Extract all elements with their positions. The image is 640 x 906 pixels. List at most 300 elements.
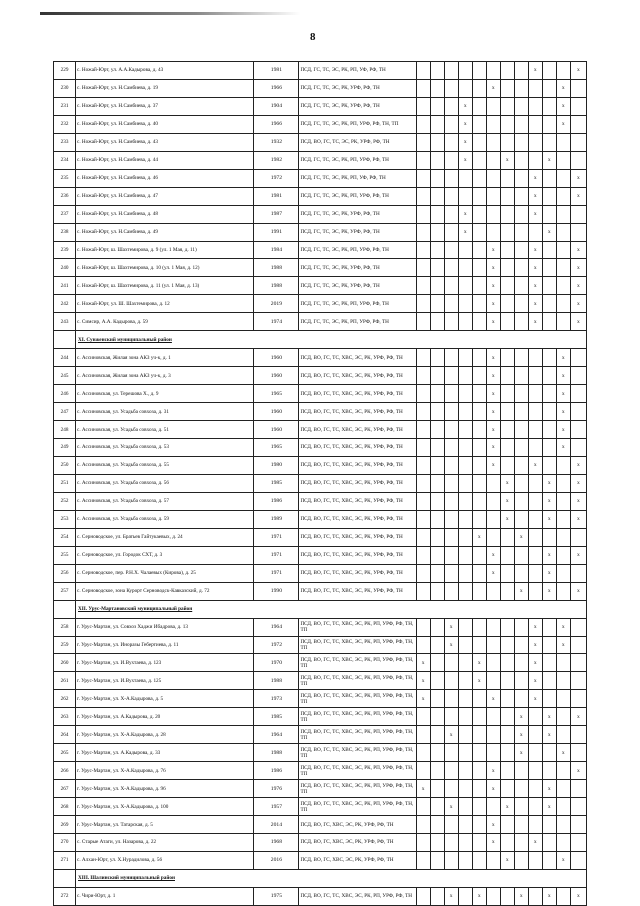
schedule-mark-cell (528, 798, 542, 816)
table-row (54, 690, 587, 708)
schedule-mark-cell: x (486, 295, 500, 313)
schedule-mark-cell: x (528, 62, 542, 80)
works-cell: ПСД, ГС, ТС, ЭС, РК, РП, УРФ, РФ, ТН (299, 313, 416, 331)
schedule-mark-cell (458, 744, 472, 762)
year-cell: 1968 (254, 833, 299, 851)
year-cell: 1960 (254, 403, 299, 421)
works-cell: ПСД, ГС, ТС, ЭС, РК, РП, УРФ, РФ, ТН, ТП (299, 115, 416, 133)
schedule-mark-cell (458, 510, 472, 528)
row-number: 252 (54, 492, 76, 510)
schedule-mark-cell: x (528, 205, 542, 223)
row-number: 272 (54, 887, 76, 905)
schedule-mark-cell: x (444, 798, 458, 816)
year-cell: 1984 (254, 241, 299, 259)
schedule-mark-cell (430, 439, 444, 457)
year-cell: 1971 (254, 528, 299, 546)
works-cell: ПСД, ВО, ГС, ХВС, ЭС, РК, УРФ, РФ, ТН (299, 851, 416, 869)
schedule-mark-cell (528, 367, 542, 385)
schedule-mark-cell (430, 618, 444, 636)
schedule-mark-cell (570, 79, 586, 97)
schedule-mark-cell: x (486, 690, 500, 708)
schedule-mark-cell (514, 833, 528, 851)
address-cell: с. Ножай-Юрт, ул. Н.Самбиева, д. 46 (76, 169, 254, 187)
schedule-mark-cell (458, 708, 472, 726)
address-cell: с. Ассиновская, ул. Усадьба совхоза, д. 51 (76, 421, 254, 439)
schedule-mark-cell (556, 259, 570, 277)
schedule-mark-cell (430, 780, 444, 798)
schedule-mark-cell (486, 169, 500, 187)
schedule-mark-cell (570, 780, 586, 798)
schedule-mark-cell: x (444, 618, 458, 636)
schedule-mark-cell: x (416, 690, 430, 708)
schedule-mark-cell (514, 349, 528, 367)
schedule-mark-cell (542, 277, 556, 295)
schedule-mark-cell (472, 133, 486, 151)
schedule-mark-cell (430, 474, 444, 492)
works-cell: ПСД, ВО, ГС, ТС, ХВС, ЭС, РК, РП, УРФ, РФ, ТН, ТП (299, 744, 416, 762)
schedule-mark-cell: x (472, 672, 486, 690)
schedule-mark-cell (416, 421, 430, 439)
schedule-mark-cell (528, 851, 542, 869)
schedule-mark-cell (556, 510, 570, 528)
schedule-mark-cell: x (514, 726, 528, 744)
schedule-mark-cell (514, 439, 528, 457)
table-row (54, 115, 587, 133)
works-cell: ПСД, ВО, ГС, ТС, ЭС, РК, УРФ, РФ, ТН (299, 133, 416, 151)
row-number: 258 (54, 618, 76, 636)
address-cell: с. Ассиновская, Жилая зона АКЗ уч-к, д. 3 (76, 367, 254, 385)
schedule-mark-cell (472, 690, 486, 708)
schedule-mark-cell (542, 528, 556, 546)
schedule-mark-cell (486, 618, 500, 636)
works-cell: ПСД, ГС, ТС, ЭС, РК, РП, УРФ, РФ, ТН (299, 151, 416, 169)
schedule-mark-cell (486, 672, 500, 690)
works-cell: ПСД, ВО, ГС, ТС, ХВС, ЭС, РК, УРФ, РФ, ТН (299, 582, 416, 600)
schedule-mark-cell (486, 851, 500, 869)
works-cell: ПСД, ВО, ГС, ТС, ХВС, ЭС, РК, РП, УРФ, РФ, ТН, ТП (299, 726, 416, 744)
schedule-mark-cell: x (486, 439, 500, 457)
schedule-mark-cell (514, 79, 528, 97)
schedule-mark-cell (500, 564, 514, 582)
schedule-mark-cell (416, 385, 430, 403)
row-number: 259 (54, 636, 76, 654)
year-cell: 1985 (254, 474, 299, 492)
schedule-mark-cell (472, 349, 486, 367)
schedule-mark-cell (430, 708, 444, 726)
schedule-mark-cell (430, 546, 444, 564)
schedule-mark-cell (542, 115, 556, 133)
schedule-mark-cell (556, 780, 570, 798)
schedule-mark-cell (514, 672, 528, 690)
schedule-mark-cell (514, 151, 528, 169)
schedule-mark-cell: x (570, 474, 586, 492)
address-cell: с. Ножай-Юрт, ул. Н.Самбиева, д. 19 (76, 79, 254, 97)
schedule-mark-cell (444, 151, 458, 169)
schedule-mark-cell: x (556, 851, 570, 869)
address-cell: с. Ассиновская, ул. Усадьба совхоза, д. 55 (76, 456, 254, 474)
schedule-mark-cell (458, 798, 472, 816)
table-row (54, 277, 587, 295)
schedule-mark-cell (458, 762, 472, 780)
schedule-mark-cell (416, 564, 430, 582)
address-cell: г. Урус-Мартан, ул. А.Кадырова, д. 20 (76, 708, 254, 726)
table-row (54, 833, 587, 851)
year-cell: 1986 (254, 762, 299, 780)
address-cell: с. Ассиновская, ул. Усадьба совхоза, д. 53 (76, 439, 254, 457)
schedule-mark-cell (542, 672, 556, 690)
schedule-mark-cell (430, 564, 444, 582)
schedule-mark-cell (556, 887, 570, 905)
schedule-mark-cell: x (528, 313, 542, 331)
works-cell: ПСД, ГС, ТС, ЭС, РК, УРФ, РФ, ТН (299, 277, 416, 295)
schedule-mark-cell (416, 115, 430, 133)
schedule-mark-cell (570, 816, 586, 834)
schedule-mark-cell: x (542, 492, 556, 510)
schedule-mark-cell: x (528, 241, 542, 259)
schedule-mark-cell: x (570, 62, 586, 80)
schedule-mark-cell: x (556, 439, 570, 457)
year-cell: 1988 (254, 277, 299, 295)
schedule-mark-cell (444, 223, 458, 241)
row-number: 265 (54, 744, 76, 762)
schedule-mark-cell (500, 133, 514, 151)
schedule-mark-cell (430, 367, 444, 385)
schedule-mark-cell (486, 151, 500, 169)
schedule-mark-cell (542, 421, 556, 439)
schedule-mark-cell (430, 133, 444, 151)
schedule-mark-cell (472, 313, 486, 331)
schedule-mark-cell (430, 169, 444, 187)
schedule-mark-cell (472, 115, 486, 133)
works-cell: ПСД, ВО, ГС, ТС, ХВС, ЭС, РК, УРФ, РФ, ТН (299, 421, 416, 439)
address-cell: с. Ножай-Юрт, ул. А.А.Кадырова, д. 43 (76, 62, 254, 80)
schedule-mark-cell (500, 672, 514, 690)
schedule-mark-cell (444, 79, 458, 97)
year-cell: 1985 (254, 708, 299, 726)
schedule-mark-cell (556, 241, 570, 259)
schedule-mark-cell (556, 708, 570, 726)
row-number: 229 (54, 62, 76, 80)
table-row (54, 403, 587, 421)
row-number: 270 (54, 833, 76, 851)
schedule-mark-cell (556, 528, 570, 546)
scan-artifact (40, 12, 300, 15)
year-cell: 1964 (254, 618, 299, 636)
schedule-mark-cell (514, 115, 528, 133)
schedule-mark-cell (458, 421, 472, 439)
schedule-mark-cell (514, 187, 528, 205)
schedule-mark-cell: x (486, 403, 500, 421)
year-cell: 1904 (254, 97, 299, 115)
table-row (54, 726, 587, 744)
schedule-mark-cell (556, 456, 570, 474)
year-cell: 1988 (254, 744, 299, 762)
row-number: 237 (54, 205, 76, 223)
schedule-mark-cell (528, 421, 542, 439)
schedule-mark-cell (500, 439, 514, 457)
schedule-mark-cell (542, 367, 556, 385)
section-title: XII. Урус-Мартановский муниципальный район (76, 600, 587, 618)
schedule-mark-cell (458, 654, 472, 672)
works-cell: ПСД, ВО, ГС, ТС, ХВС, ЭС, РК, РП, УРФ, РФ, ТН, ТП (299, 690, 416, 708)
schedule-mark-cell (444, 421, 458, 439)
schedule-mark-cell (458, 726, 472, 744)
year-cell: 1988 (254, 672, 299, 690)
year-cell: 1960 (254, 367, 299, 385)
address-cell: с. Серноводское, пер. Р.Н.Х. Чалаевых (Кирова), д. 25 (76, 564, 254, 582)
row-number: 235 (54, 169, 76, 187)
works-cell: ПСД, ВО, ГС, ТС, ХВС, ЭС, РК, РП, УРФ, РФ, ТН, ТП (299, 798, 416, 816)
schedule-mark-cell (528, 582, 542, 600)
schedule-mark-cell (486, 726, 500, 744)
schedule-mark-cell: x (528, 654, 542, 672)
table-row (54, 618, 587, 636)
schedule-mark-cell (416, 241, 430, 259)
schedule-mark-cell (500, 403, 514, 421)
schedule-mark-cell (430, 205, 444, 223)
row-number: 249 (54, 439, 76, 457)
row-number: 246 (54, 385, 76, 403)
row-number: 254 (54, 528, 76, 546)
schedule-mark-cell (500, 187, 514, 205)
schedule-mark-cell (570, 636, 586, 654)
address-cell: г. Урус-Мартан, ул. Совхоз Хаджи Ибадрова, д. 13 (76, 618, 254, 636)
schedule-mark-cell (430, 421, 444, 439)
schedule-mark-cell: x (570, 241, 586, 259)
table-row (54, 708, 587, 726)
row-number: 231 (54, 97, 76, 115)
schedule-mark-cell (500, 97, 514, 115)
schedule-mark-cell: x (570, 313, 586, 331)
table-row (54, 62, 587, 80)
schedule-mark-cell (444, 115, 458, 133)
address-cell: г. Урус-Мартан, ул. И.Вухтаева, д. 125 (76, 672, 254, 690)
year-cell: 1965 (254, 385, 299, 403)
schedule-mark-cell (444, 816, 458, 834)
schedule-mark-cell (416, 187, 430, 205)
schedule-mark-cell (514, 133, 528, 151)
schedule-mark-cell (458, 439, 472, 457)
schedule-mark-cell (472, 510, 486, 528)
schedule-mark-cell: x (570, 582, 586, 600)
schedule-mark-cell (444, 403, 458, 421)
schedule-mark-cell (444, 654, 458, 672)
schedule-mark-cell (556, 277, 570, 295)
schedule-mark-cell (528, 474, 542, 492)
schedule-mark-cell (416, 259, 430, 277)
schedule-mark-cell (458, 582, 472, 600)
year-cell: 1976 (254, 780, 299, 798)
schedule-mark-cell (556, 564, 570, 582)
schedule-mark-cell (416, 169, 430, 187)
schedule-mark-cell (500, 456, 514, 474)
schedule-mark-cell (542, 654, 556, 672)
address-cell: с. Ножай-Юрт, ул. Н.Самбиева, д. 40 (76, 115, 254, 133)
repair-schedule-table (53, 61, 587, 906)
schedule-mark-cell (416, 833, 430, 851)
works-cell: ПСД, ВО, ГС, ХВС, ЭС, РК, УРФ, РФ, ТН (299, 816, 416, 834)
schedule-mark-cell (472, 851, 486, 869)
schedule-mark-cell (500, 780, 514, 798)
schedule-mark-cell (458, 528, 472, 546)
schedule-mark-cell (444, 780, 458, 798)
row-number: 264 (54, 726, 76, 744)
works-cell: ПСД, ВО, ГС, ТС, ХВС, ЭС, РК, УРФ, РФ, ТН (299, 403, 416, 421)
works-cell: ПСД, ВО, ГС, ТС, ХВС, ЭС, РК, УРФ, РФ, ТН (299, 564, 416, 582)
schedule-mark-cell (542, 385, 556, 403)
schedule-mark-cell (458, 367, 472, 385)
row-number: 268 (54, 798, 76, 816)
schedule-mark-cell (528, 97, 542, 115)
year-cell: 2019 (254, 295, 299, 313)
schedule-mark-cell (472, 726, 486, 744)
schedule-mark-cell (514, 385, 528, 403)
address-cell: с. Серноводское, ул. Городок СХТ, д. 3 (76, 546, 254, 564)
schedule-mark-cell: x (514, 528, 528, 546)
schedule-mark-cell (556, 205, 570, 223)
table-row (54, 492, 587, 510)
schedule-mark-cell (500, 546, 514, 564)
schedule-mark-cell (416, 456, 430, 474)
schedule-mark-cell (458, 564, 472, 582)
schedule-mark-cell: x (486, 385, 500, 403)
schedule-mark-cell: x (486, 456, 500, 474)
schedule-mark-cell: x (500, 798, 514, 816)
schedule-mark-cell (416, 277, 430, 295)
section-header-row (54, 600, 587, 618)
schedule-mark-cell: x (472, 528, 486, 546)
table-row (54, 205, 587, 223)
schedule-mark-cell (528, 79, 542, 97)
schedule-mark-cell (528, 816, 542, 834)
works-cell: ПСД, ГС, ТС, ЭС, РК, РП, УРФ, РФ, ТН (299, 295, 416, 313)
schedule-mark-cell (444, 277, 458, 295)
schedule-mark-cell: x (486, 349, 500, 367)
row-number: 241 (54, 277, 76, 295)
schedule-mark-cell (416, 62, 430, 80)
schedule-mark-cell (430, 582, 444, 600)
schedule-mark-cell (500, 169, 514, 187)
year-cell: 1966 (254, 79, 299, 97)
schedule-mark-cell (416, 510, 430, 528)
schedule-mark-cell (528, 546, 542, 564)
schedule-mark-cell (528, 439, 542, 457)
row-number: 242 (54, 295, 76, 313)
works-cell: ПСД, ВО, ГС, ТС, ХВС, ЭС, РК, УРФ, РФ, ТН (299, 349, 416, 367)
schedule-mark-cell (430, 528, 444, 546)
works-cell: ПСД, ВО, ГС, ХВС, ЭС, РК, УРФ, РФ, ТН (299, 833, 416, 851)
schedule-mark-cell: x (570, 708, 586, 726)
table-row (54, 456, 587, 474)
schedule-mark-cell: x (556, 79, 570, 97)
schedule-mark-cell: x (528, 833, 542, 851)
row-number: 233 (54, 133, 76, 151)
table-row (54, 798, 587, 816)
schedule-mark-cell (472, 62, 486, 80)
schedule-mark-cell: x (486, 546, 500, 564)
year-cell: 1974 (254, 313, 299, 331)
schedule-mark-cell (416, 439, 430, 457)
works-cell: ПСД, ВО, ГС, ТС, ХВС, ЭС, РК, РП, УРФ, РФ, ТН, ТП (299, 636, 416, 654)
schedule-mark-cell (458, 780, 472, 798)
schedule-mark-cell (416, 636, 430, 654)
schedule-mark-cell (500, 205, 514, 223)
schedule-mark-cell: x (458, 97, 472, 115)
schedule-mark-cell (430, 887, 444, 905)
schedule-mark-cell: x (542, 151, 556, 169)
schedule-mark-cell (472, 456, 486, 474)
schedule-mark-cell (472, 241, 486, 259)
schedule-mark-cell (458, 62, 472, 80)
schedule-mark-cell (430, 385, 444, 403)
schedule-mark-cell (556, 169, 570, 187)
table-row (54, 744, 587, 762)
schedule-mark-cell (500, 833, 514, 851)
schedule-mark-cell (486, 133, 500, 151)
address-cell: с. Алхан-Юрт, ул. Х.Нурадилова, д. 56 (76, 851, 254, 869)
schedule-mark-cell (556, 816, 570, 834)
schedule-mark-cell: x (542, 474, 556, 492)
schedule-mark-cell (430, 115, 444, 133)
schedule-mark-cell (430, 851, 444, 869)
schedule-mark-cell (570, 115, 586, 133)
schedule-mark-cell (500, 277, 514, 295)
schedule-mark-cell (458, 474, 472, 492)
schedule-mark-cell (486, 636, 500, 654)
year-cell: 1973 (254, 690, 299, 708)
address-cell: с. Ассиновская, ул. Усадьба совхоза, д. 31 (76, 403, 254, 421)
works-cell: ПСД, ВО, ГС, ТС, ХВС, ЭС, РК, РП, УРФ, РФ, ТН, ТП (299, 708, 416, 726)
schedule-mark-cell (528, 564, 542, 582)
schedule-mark-cell (472, 780, 486, 798)
schedule-mark-cell (500, 582, 514, 600)
schedule-mark-cell (472, 367, 486, 385)
address-cell: г. Урус-Мартан, ул. Х-А.Кадырова, д. 100 (76, 798, 254, 816)
works-cell: ПСД, ГС, ТС, ЭС, РК, РП, УРФ, РФ, ТН (299, 187, 416, 205)
schedule-mark-cell (542, 403, 556, 421)
schedule-mark-cell (416, 313, 430, 331)
schedule-mark-cell (444, 385, 458, 403)
table-row (54, 672, 587, 690)
schedule-mark-cell (430, 762, 444, 780)
schedule-mark-cell (514, 690, 528, 708)
address-cell: г. Урус-Мартан, ул. Х-А.Кадырова, д. 96 (76, 780, 254, 798)
schedule-mark-cell (556, 762, 570, 780)
schedule-mark-cell (444, 62, 458, 80)
address-cell: с. Серноводское, зона Курорт Серноводск-Кавказский, д. 72 (76, 582, 254, 600)
schedule-mark-cell (486, 474, 500, 492)
schedule-mark-cell (458, 636, 472, 654)
schedule-mark-cell (430, 672, 444, 690)
schedule-mark-cell: x (570, 762, 586, 780)
works-cell: ПСД, ГС, ТС, ЭС, РК, УРФ, РФ, ТН (299, 205, 416, 223)
schedule-mark-cell: x (570, 187, 586, 205)
address-cell: г. Урус-Мартан, ул. Татарская, д. 5 (76, 816, 254, 834)
works-cell: ПСД, ВО, ГС, ТС, ХВС, ЭС, РК, РП, УРФ, РФ, ТН, ТП (299, 672, 416, 690)
schedule-mark-cell (500, 421, 514, 439)
schedule-mark-cell (556, 62, 570, 80)
year-cell: 1965 (254, 439, 299, 457)
row-number: 240 (54, 259, 76, 277)
schedule-mark-cell (472, 79, 486, 97)
schedule-mark-cell (556, 133, 570, 151)
schedule-mark-cell (514, 816, 528, 834)
schedule-mark-cell: x (486, 780, 500, 798)
schedule-mark-cell: x (556, 636, 570, 654)
schedule-mark-cell (514, 456, 528, 474)
schedule-mark-cell: x (458, 133, 472, 151)
works-cell: ПСД, ГС, ТС, ЭС, РК, УРФ, РФ, ТН (299, 223, 416, 241)
